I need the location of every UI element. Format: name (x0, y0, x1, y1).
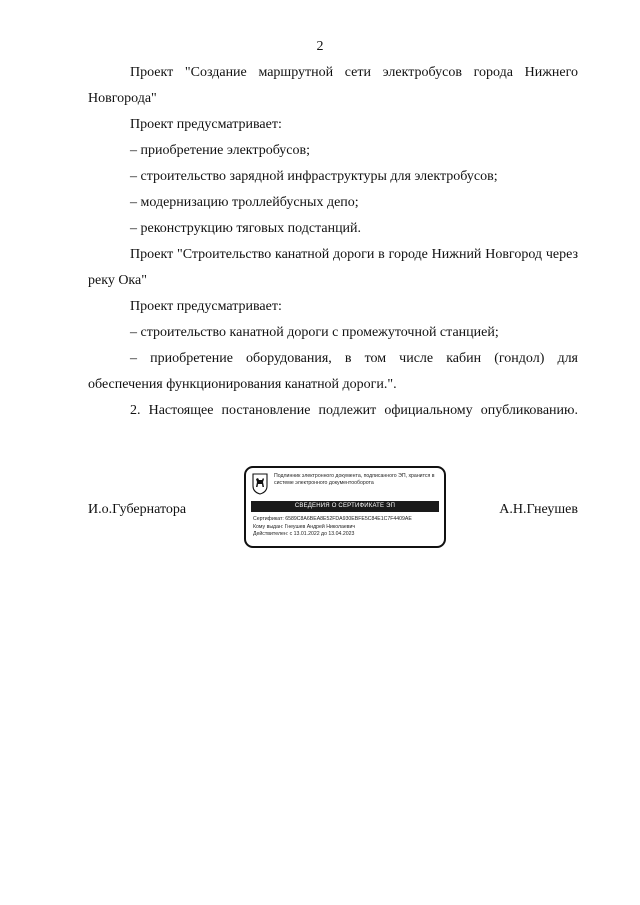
project1-item: – приобретение электробусов; (130, 143, 311, 158)
signer-title: И.о.Губернатора (88, 502, 187, 517)
clause-2: 2. Настоящее постановление подлежит официальному опубликованию. (130, 403, 578, 418)
stamp-certificate-bar: СВЕДЕНИЯ О СЕРТИФИКАТЕ ЭП (251, 501, 439, 512)
stamp-certificate: Сертификат: 6589C8A6BEA8E52FDA930EBFE5C84E1C7F4409AE (253, 516, 412, 522)
stamp-validity: Действителен: с 13.01.2022 до 13.04.2023 (253, 531, 355, 537)
project2-item: – приобретение оборудования, в том числе кабин (гондол) для обеспечения функционирования канатной дороги.". (88, 351, 578, 392)
coat-of-arms-icon (252, 473, 268, 495)
project2-intro: Проект предусматривает: (130, 299, 282, 314)
signature-block (88, 466, 578, 552)
stamp-header: Подлинник электронного документа, подписанного ЭП, хранится в системе электронного документооборота (274, 473, 435, 486)
document-body (88, 60, 578, 424)
project1-intro: Проект предусматривает: (130, 117, 282, 132)
project1-item: – строительство зарядной инфраструктуры для электробусов; (130, 169, 498, 184)
digital-signature-stamp (244, 466, 446, 548)
signer-name: А.Н.Гнеушев (499, 502, 578, 517)
stamp-details (253, 516, 443, 539)
project1-title: Проект "Создание маршрутной сети электробусов города Нижнего Новгорода" (88, 65, 578, 106)
project2-item: – строительство канатной дороги с промежуточной станцией; (130, 325, 499, 340)
project1-item: – реконструкцию тяговых подстанций. (130, 221, 362, 236)
project2-title: Проект "Строительство канатной дороги в городе Нижний Новгород через реку Ока" (88, 247, 578, 288)
project1-item: – модернизацию троллейбусных депо; (130, 195, 359, 210)
page-number: 2 (316, 39, 324, 54)
stamp-owner: Кому выдан: Гнеушев Андрей Николаевич (253, 523, 356, 530)
